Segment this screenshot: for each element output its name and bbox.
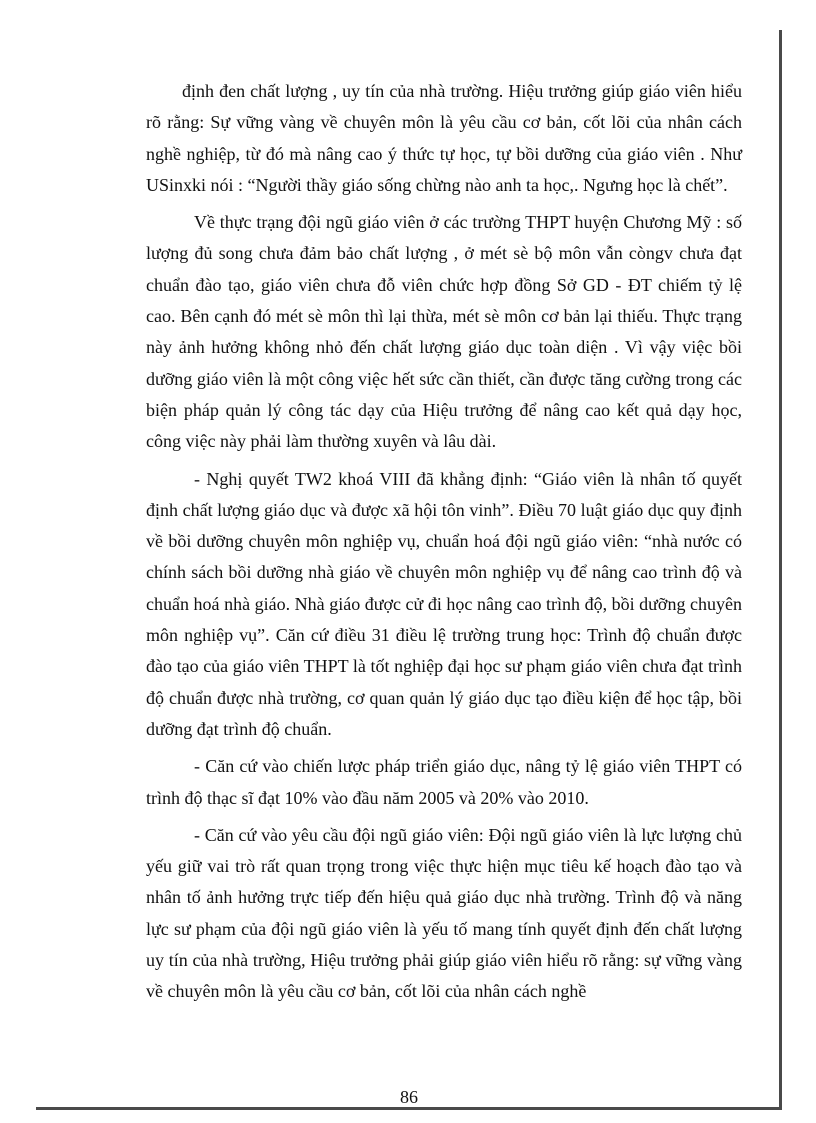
paragraph-4: - Căn cứ vào chiến lược pháp triển giáo dục, nâng tỷ lệ giáo viên THPT có trình độ thạc sĩ đạt 10% vào đầu năm 2005 và 20% vào 2010.: [146, 756, 742, 808]
paragraph-3: - Nghị quyết TW2 khoá VIII đã khẳng định: “Giáo viên là nhân tố quyết định chất lượng giáo dục và được xã hội tôn vinh”. Điều 70 luật giáo dục quy định về bồi dưỡng chuyên môn nghiệp vụ, chuẩn hoá đội ngũ giáo viên: “nhà nước có chính sách bồi dưỡng nhà giáo về chuyên môn nghiệp vụ để nâng cao trình độ và chuẩn hoá nhà giáo. Nhà giáo được cử đi học nâng cao trình độ, bồi dưỡng chuyên môn nghiệp vụ”. Căn cứ điều 31 điều lệ trường trung học: Trình độ chuẩn được đào tạo của giáo viên THPT là tốt nghiệp đại học sư phạm giáo viên chưa đạt trình độ chuẩn được nhà trường, cơ quan quản lý giáo dục tạo điều kiện để học tập, bồi dưỡng đạt trình độ chuẩn.: [146, 468, 742, 739]
paragraph-5: - Căn cứ vào yêu cầu đội ngũ giáo viên: Đội ngũ giáo viên là lực lượng chủ yếu giữ vai trò rất quan trọng trong việc thực hiện mục tiêu kế hoạch đào tạo và nhân tố ảnh hưởng trực tiếp đến hiệu quả giáo dục nhà trường. Trình độ và năng lực sư phạm của đội ngũ giáo viên là yếu tố mang tính quyết định đến chất lượng uy tín của nhà trường, Hiệu trưởng phải giúp giáo viên hiểu rõ rằng: sự vững vàng về chuyên môn là yêu cầu cơ bản, cốt lõi của nhân cách nghề: [146, 824, 742, 1002]
paragraph-1: định đen chất lượng , uy tín của nhà trường. Hiệu trưởng giúp giáo viên hiểu rõ rằng: Sự vững vàng về chuyên môn là yêu cầu cơ bản, cốt lõi của nhân cách nghề nghiệp, từ đó mà nâng cao ý thức tự học, tự bồi dưỡng của giáo viên . Như USinxki nói : “Người thầy giáo sống chừng nào anh ta học,. Ngưng học là chết”.: [146, 81, 742, 195]
paragraph-2: Về thực trạng đội ngũ giáo viên ở các trường THPT huyện Chương Mỹ : số lượng đủ song chưa đảm bảo chất lượng , ở mét sè bộ môn vẫn còngv chưa đạt chuẩn đào tạo, giáo viên chưa đỗ viên chức hợp đồng Sở GD - ĐT chiếm tỷ lệ cao. Bên cạnh đó mét sè môn thì lại thừa, mét sè môn cơ bản lại thiếu. Thực trạng này ảnh hưởng không nhỏ đến chất lượng giáo dục toàn diện . Vì vậy việc bồi dưỡng giáo viên là một công việc hết sức cần thiết, cần được tăng cường trong các biện pháp quản lý công tác dạy của Hiệu trưởng để nâng cao kết quả dạy học, công việc này phải làm thường xuyên và lâu dài.: [146, 212, 742, 452]
page-number: 86: [400, 1087, 418, 1107]
document-body: [146, 76, 742, 1014]
